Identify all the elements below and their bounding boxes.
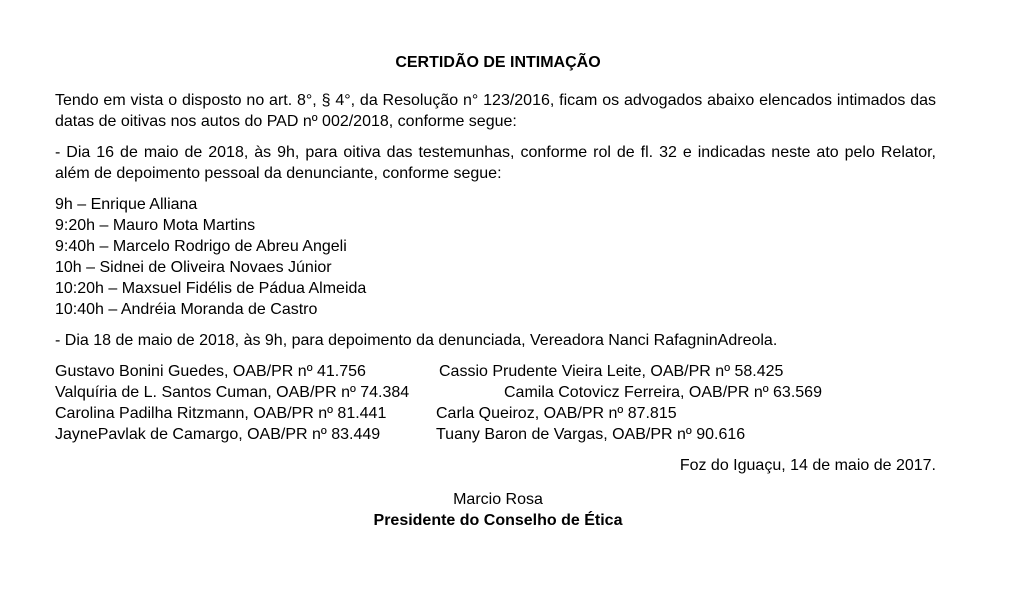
lawyer-name: JaynePavlak de Camargo, OAB/PR nº 83.449 <box>55 426 381 443</box>
lawyer-name: Valquíria de L. Santos Cuman, OAB/PR nº 74.384 <box>55 384 410 401</box>
signature-block <box>55 489 936 531</box>
lawyer-row <box>55 403 936 424</box>
schedule-item: 9:20h – Mauro Mota Martins <box>55 217 256 234</box>
lawyers-list <box>55 361 936 445</box>
schedule-item: 9h – Enrique Alliana <box>55 196 198 213</box>
lawyer-name: Gustavo Bonini Guedes, OAB/PR nº 41.756 <box>55 363 366 380</box>
document <box>55 52 936 531</box>
document-title: CERTIDÃO DE INTIMAÇÃO <box>395 54 601 71</box>
schedule-item: 9:40h – Marcelo Rodrigo de Abreu Angeli <box>55 238 347 255</box>
schedule-item: 10h – Sidnei de Oliveira Novaes Júnior <box>55 259 332 276</box>
signer-name: Marcio Rosa <box>453 491 543 508</box>
lawyer-name: Camila Cotovicz Ferreira, OAB/PR nº 63.569 <box>504 384 822 401</box>
signer-role: Presidente do Conselho de Ética <box>373 512 623 529</box>
hearing-schedule <box>55 194 936 320</box>
lawyer-row <box>55 361 936 382</box>
lawyer-name: Carla Queiroz, OAB/PR nº 87.815 <box>436 405 677 422</box>
lawyer-name: Carolina Padilha Ritzmann, OAB/PR nº 81.441 <box>55 405 387 422</box>
lawyer-row <box>55 424 936 445</box>
schedule-item: 10:40h – Andréia Moranda de Castro <box>55 301 318 318</box>
day1-paragraph: - Dia 16 de maio de 2018, às 9h, para oitiva das testemunhas, conforme rol de fl. 32 e indicadas neste ato pelo Relator, além de depoimento pessoal da denunciante, conforme segue: <box>55 144 936 182</box>
schedule-item: 10:20h – Maxsuel Fidélis de Pádua Almeida <box>55 280 367 297</box>
lawyer-name: Tuany Baron de Vargas, OAB/PR nº 90.616 <box>436 426 746 443</box>
intro-paragraph: Tendo em vista o disposto no art. 8°, § 4°, da Resolução n° 123/2016, ficam os advogados abaixo elencados intimados das datas de oitivas nos autos do PAD nº 002/2018, conforme segue: <box>55 92 936 130</box>
place-date: Foz do Iguaçu, 14 de maio de 2017. <box>679 457 936 474</box>
lawyer-row <box>55 382 936 403</box>
lawyer-name: Cassio Prudente Vieira Leite, OAB/PR nº 58.425 <box>439 363 784 380</box>
day2-paragraph: - Dia 18 de maio de 2018, às 9h, para depoimento da denunciada, Vereadora Nanci RafagninAdreola. <box>55 332 778 349</box>
